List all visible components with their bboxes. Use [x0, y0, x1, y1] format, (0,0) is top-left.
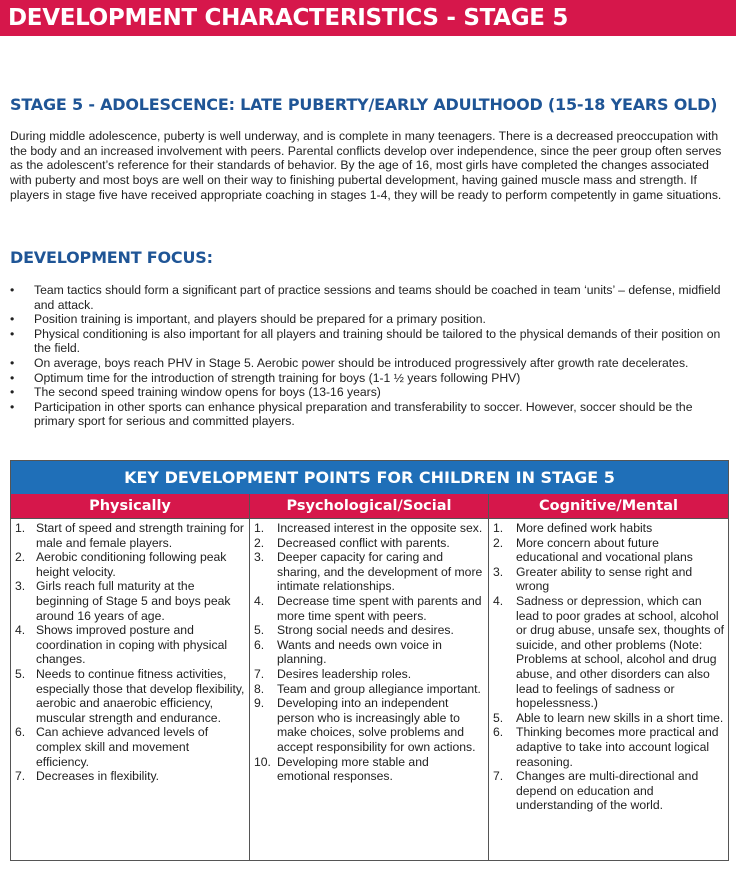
list-item [254, 682, 484, 697]
item-number: 7. [15, 769, 26, 784]
item-text: Decreases in flexibility. [36, 769, 160, 784]
bullet: • [10, 399, 15, 414]
list-item [493, 536, 724, 565]
item-number: 5. [15, 666, 26, 681]
list-item [15, 667, 245, 725]
focus-item [10, 371, 728, 386]
bullet: • [10, 283, 15, 297]
item-text: Deeper capacity for caring and sharing, and the development of more intimate relationships. [277, 550, 483, 594]
item-number: 2. [254, 535, 265, 550]
list-item [493, 521, 724, 536]
item-text: More concern about future educational and vocational plans [516, 535, 693, 565]
item-text: Thinking becomes more practical and adaptive to take into account logical reasoning. [516, 725, 719, 769]
list-item [254, 638, 484, 667]
list-item [15, 579, 245, 623]
list-item [254, 696, 484, 754]
item-text: Changes are multi-directional and depend on education and understanding of the world. [516, 769, 699, 813]
list-item [15, 550, 245, 579]
table-title: KEY DEVELOPMENT POINTS FOR CHILDREN IN STAGE 5 [11, 461, 728, 494]
banner-title: DEVELOPMENT CHARACTERISTICS - STAGE 5 [8, 5, 569, 31]
bullet: • [10, 326, 15, 341]
item-number: 10. [254, 754, 271, 769]
column-heading: Physically [11, 494, 249, 519]
item-number: 7. [493, 769, 504, 784]
list-item [254, 521, 484, 536]
item-number: 7. [254, 666, 265, 681]
intro-paragraph: During middle adolescence, puberty is well underway, and is complete in many teenagers. There is a decreased preoccupation with the body and an increased involvement with peers. Parental conflicts develop over independence, since the peer group often serves as the adolescent’s reference for their standards of behavior. By the age of 16, most girls have completed the changes associated with puberty and most boys are well on their way to finishing pubertal development, having gained muscle mass and strength. If players in stage five have received appropriate coaching in stages 1-4, they will be ready to perform competently in game situations. [10, 129, 722, 202]
item-text: More defined work habits [516, 521, 653, 535]
item-text: Increased interest in the opposite sex. [277, 521, 483, 535]
column-list [489, 519, 728, 813]
focus-item [10, 400, 728, 429]
item-number: 1. [254, 521, 265, 535]
list-item [15, 623, 245, 667]
item-text: Developing more stable and emotional responses. [277, 754, 429, 784]
item-number: 3. [254, 550, 265, 565]
focus-item [10, 356, 728, 371]
item-text: Start of speed and strength training for male and female players. [36, 521, 244, 550]
key-development-points-table [10, 460, 729, 861]
item-number: 4. [15, 623, 26, 638]
item-number: 2. [493, 535, 504, 550]
item-number: 4. [493, 593, 504, 608]
item-text: Needs to continue fitness activities, especially those that develop flexibility, aerobic and anaerobic efficiency, muscular strength and endurance. [36, 666, 245, 725]
list-item [15, 725, 245, 769]
item-text: Decrease time spent with parents and more time spent with peers. [277, 593, 482, 623]
item-number: 1. [493, 521, 504, 535]
bullet: • [10, 312, 15, 327]
focus-item-text: Optimum time for the introduction of strength training for boys (1-1 ½ years following PHV) [34, 370, 521, 385]
focus-list [10, 283, 728, 429]
item-text: Greater ability to sense right and wrong [516, 564, 693, 594]
list-item [254, 536, 484, 551]
item-text: Shows improved posture and coordination in coping with physical changes. [36, 623, 228, 667]
item-number: 3. [15, 579, 26, 594]
focus-item [10, 283, 728, 312]
list-item [493, 725, 724, 769]
list-item [15, 521, 245, 550]
stage-title: STAGE 5 - ADOLESCENCE: LATE PUBERTY/EARLY ADULTHOOD (15-18 YEARS OLD) [10, 95, 718, 114]
item-number: 6. [254, 637, 265, 652]
item-number: 5. [493, 710, 504, 725]
list-item [254, 594, 484, 623]
table-columns [11, 494, 728, 860]
column-physically [11, 494, 250, 860]
column-list [11, 519, 249, 784]
focus-item-text: Position training is important, and players should be prepared for a primary position. [34, 312, 486, 327]
item-number: 6. [493, 725, 504, 740]
bullet: • [10, 370, 15, 385]
item-text: Can achieve advanced levels of complex skill and movement efficiency. [36, 725, 209, 769]
focus-item-text: The second speed training window opens for boys (13-16 years) [34, 385, 381, 400]
list-item [493, 565, 724, 594]
item-number: 3. [493, 564, 504, 579]
list-item [254, 755, 484, 784]
list-item [493, 769, 724, 813]
bullet: • [10, 385, 15, 400]
item-text: Team and group allegiance important. [277, 681, 481, 696]
focus-title: DEVELOPMENT FOCUS: [10, 248, 213, 267]
list-item [254, 623, 484, 638]
item-text: Sadness or depression, which can lead to poor grades at school, alcohol or drug abuse, unsafe sex, thoughts of suicide, and other problems (Note: Problems at school, alcohol and drug abuse, and other disorders can also lead to feelings of sadness or hopelessness.) [516, 593, 725, 711]
item-number: 6. [15, 725, 26, 740]
column-heading: Psychological/Social [250, 494, 488, 519]
item-text: Developing into an independent person who is increasingly able to make choices, solve problems and accept responsibility for own actions. [277, 696, 476, 754]
column-cognitive-mental [489, 494, 728, 860]
list-item [254, 667, 484, 682]
focus-item-text: On average, boys reach PHV in Stage 5. Aerobic power should be introduced progressively after growth rate decelerates. [34, 355, 689, 370]
bullet: • [10, 355, 15, 370]
page-banner [0, 0, 736, 36]
item-text: Girls reach full maturity at the beginning of Stage 5 and boys peak around 16 years of age. [36, 579, 231, 623]
list-item [15, 769, 245, 784]
item-number: 9. [254, 696, 265, 711]
item-text: Decreased conflict with parents. [277, 535, 450, 550]
focus-item [10, 385, 728, 400]
list-item [493, 594, 724, 711]
focus-item [10, 312, 728, 327]
item-number: 2. [15, 550, 26, 565]
column-list [250, 519, 488, 784]
item-text: Aerobic conditioning following peak height velocity. [36, 550, 227, 579]
focus-item-text: Physical conditioning is also important for all players and training should be tailored to the physical demands of their position on the field. [34, 326, 721, 356]
item-number: 4. [254, 593, 265, 608]
focus-item-text: Participation in other sports can enhance physical preparation and transferability to soccer. However, soccer should be the primary sport for serious and committed players. [34, 399, 693, 429]
focus-item [10, 327, 728, 356]
column-psychological-social [250, 494, 489, 860]
item-number: 5. [254, 623, 265, 638]
column-heading: Cognitive/Mental [489, 494, 728, 519]
focus-item-text: Team tactics should form a significant part of practice sessions and teams should be coached in team ‘units’ – defense, midfield and attack. [34, 283, 721, 312]
list-item [254, 550, 484, 594]
item-text: Desires leadership roles. [277, 666, 412, 681]
list-item [493, 711, 724, 726]
item-number: 1. [15, 521, 26, 535]
item-text: Strong social needs and desires. [277, 623, 454, 638]
item-number: 8. [254, 681, 265, 696]
item-text: Able to learn new skills in a short time. [516, 710, 724, 725]
item-text: Wants and needs own voice in planning. [277, 637, 442, 667]
